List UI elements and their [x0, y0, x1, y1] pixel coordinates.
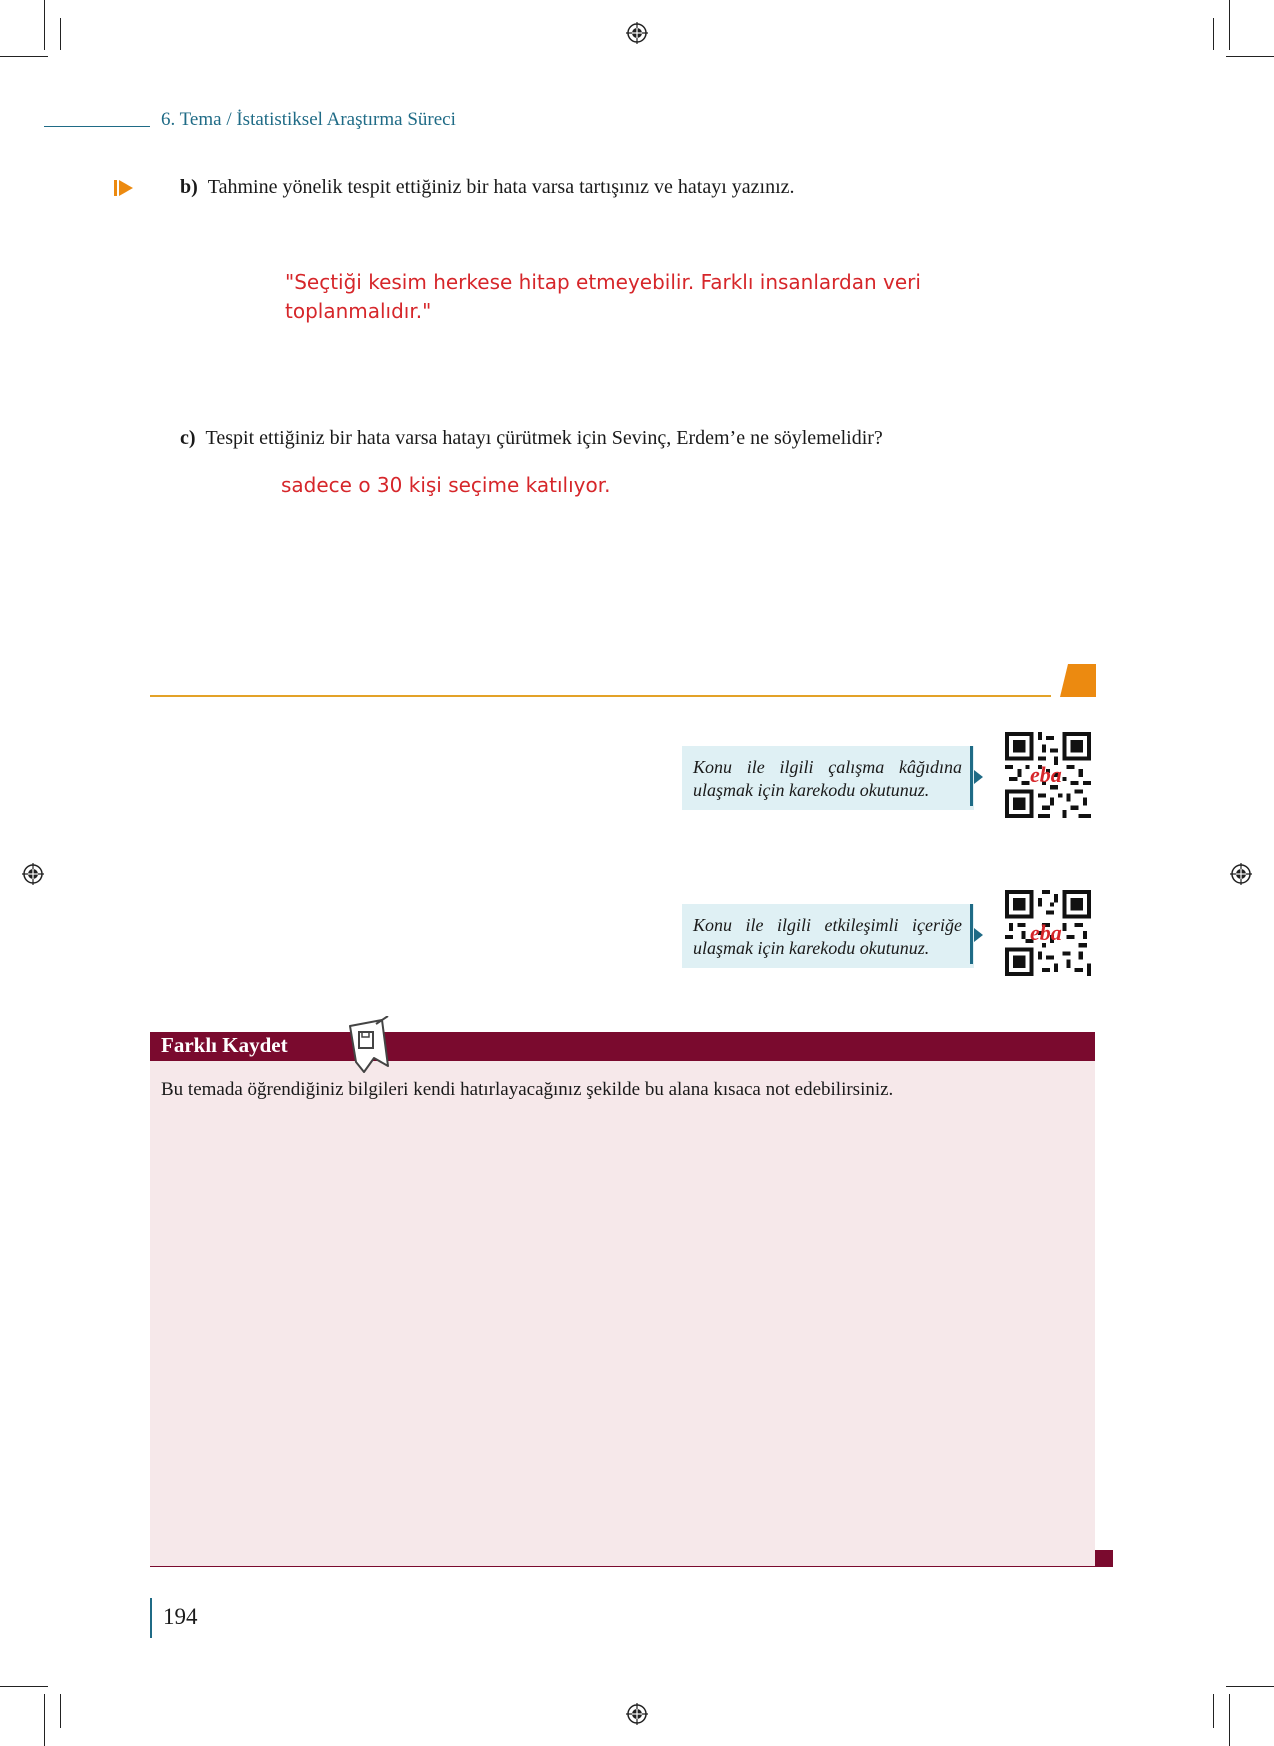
qr-caption-line2: ulaşmak için karekodu okutunuz. [693, 780, 930, 800]
breadcrumb: 6. Tema / İstatistiksel Araştırma Süreci [161, 109, 456, 130]
registration-mark-icon [1230, 863, 1252, 885]
question-c [180, 427, 883, 450]
qr-caption-line2: ulaşmak için karekodu okutunuz. [693, 938, 930, 958]
crop-mark [1226, 1686, 1274, 1687]
section-divider [150, 695, 1051, 697]
qr-caption-worksheet [682, 746, 974, 810]
registration-mark-icon [626, 22, 648, 44]
crop-mark [1229, 1694, 1230, 1746]
crop-mark [60, 18, 61, 50]
note-title: Farklı Kaydet [161, 1033, 288, 1057]
question-c-label: c) [180, 427, 196, 449]
crop-mark [1213, 1694, 1214, 1728]
orange-tab-icon [1060, 664, 1096, 697]
question-b [180, 176, 795, 199]
qr-caption-bar [970, 746, 973, 806]
answer-c: sadece o 30 kişi seçime katılıyor. [281, 473, 611, 497]
page-number: 194 [163, 1604, 198, 1629]
crop-mark [1213, 18, 1214, 50]
question-b-text: Tahmine yönelik tespit ettiğiniz bir hata varsa tartışınız ve hatayı yazınız. [207, 176, 795, 198]
caret-right-icon [974, 928, 983, 942]
answer-b-line1: "Seçtiği kesim herkese hitap etmeyebilir. Farklı insanlardan veri [285, 270, 921, 294]
qr-caption-line1: Konu ile ilgili çalışma kâğıdına [693, 757, 962, 777]
crop-mark [1229, 0, 1230, 50]
answer-b [285, 268, 921, 326]
registration-mark-icon [22, 863, 44, 885]
caret-right-icon [974, 770, 983, 784]
qr-caption-interactive [682, 904, 974, 968]
qr-caption-line1: Konu ile ilgili etkileşimli içeriğe [693, 915, 962, 935]
crop-mark [0, 1686, 48, 1687]
note-corner-mark [1095, 1550, 1113, 1567]
play-arrow-icon [114, 179, 134, 197]
registration-mark-icon [626, 1703, 648, 1725]
crop-mark [44, 0, 45, 50]
crop-mark [60, 1694, 61, 1728]
save-bookmark-icon [346, 1016, 392, 1074]
eba-logo: eba [1030, 920, 1062, 945]
page-number-bar [150, 1598, 152, 1638]
question-c-text: Tespit ettiğiniz bir hata varsa hatayı çürütmek için Sevinç, Erdem’e ne söylemelidir? [205, 427, 883, 449]
crop-mark [44, 1694, 45, 1746]
header-rule [44, 126, 150, 127]
crop-mark [0, 56, 48, 57]
note-bottom-rule [150, 1566, 1095, 1567]
answer-b-line2: toplanmalıdır." [285, 299, 432, 323]
note-instructions: Bu temada öğrendiğiniz bilgileri kendi hatırlayacağınız şekilde bu alana kısaca not edebilirsiniz. [161, 1079, 894, 1100]
note-header [150, 1032, 1095, 1061]
crop-mark [1226, 56, 1274, 57]
qr-caption-bar [970, 904, 973, 964]
note-area[interactable] [150, 1061, 1095, 1567]
question-b-label: b) [180, 176, 198, 198]
eba-logo: eba [1030, 762, 1062, 787]
